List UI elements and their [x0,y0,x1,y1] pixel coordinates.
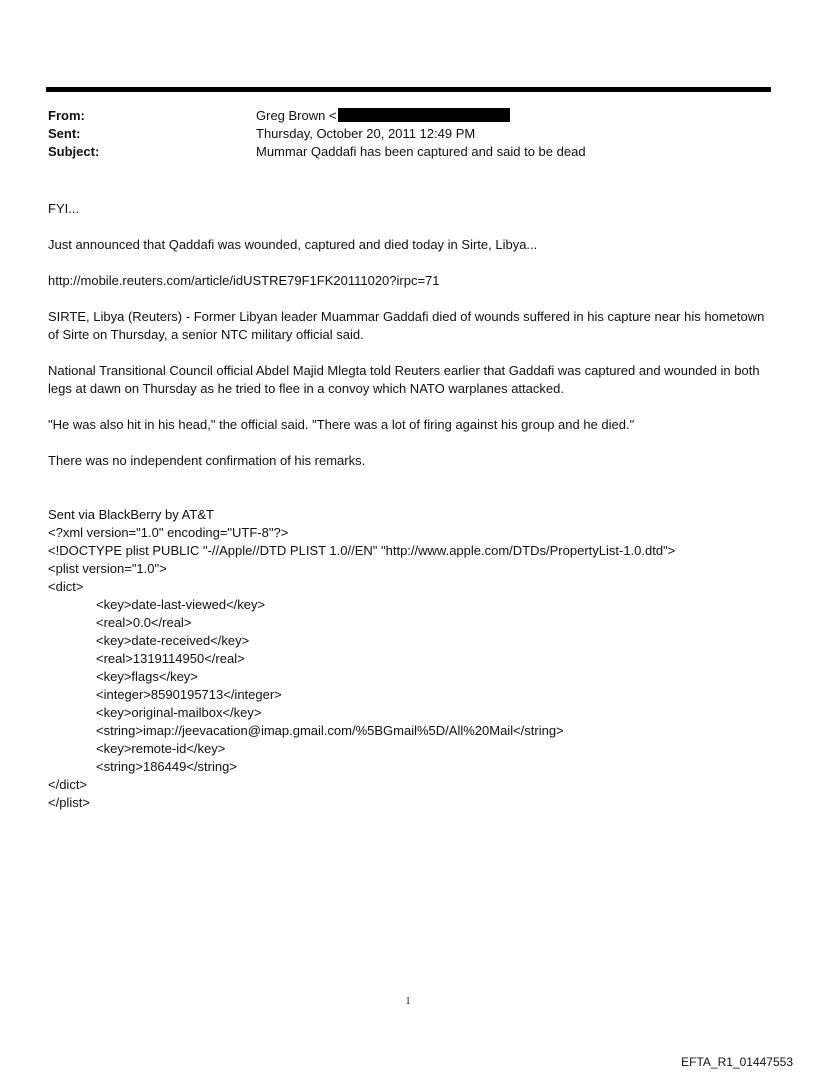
body-paragraph-confirmation: There was no independent confirmation of his remarks. [48,453,366,468]
from-name: Greg Brown < [256,108,337,123]
redaction-block [338,108,510,122]
plist-line: <string>imap://jeevacation@imap.gmail.com/%5BGmail%5D/All%20Mail</string> [96,723,564,738]
body-paragraph-fyi: FYI... [48,201,80,216]
subject-value: Mummar Qaddafi has been captured and said to be dead [256,144,586,159]
plist-block [48,506,773,812]
document-id: EFTA_R1_01447553 [681,1055,793,1069]
plist-line: <key>date-received</key> [96,633,250,648]
subject-label: Subject: [48,144,100,159]
plist-line: <string>186449</string> [96,759,237,774]
plist-line: <key>flags</key> [96,669,198,684]
body-paragraph-ntc: National Transitional Council official Abdel Majid Mlegta told Reuters earlier that Gaddafi was captured and wounded in both legs at dawn on Thursday as he tried to flee in a convoy which NATO warplanes attacked. [48,363,760,396]
plist-line: <key>remote-id</key> [96,741,226,756]
plist-line: <plist version="1.0"> [48,561,167,576]
plist-line: </dict> [48,777,88,792]
body-paragraph-quote: "He was also hit in his head," the official said. "There was a lot of firing against his group and he died." [48,417,635,432]
email-body [48,200,773,812]
plist-line: <key>original-mailbox</key> [96,705,262,720]
plist-line: <real>1319114950</real> [96,651,245,666]
body-paragraph-reuters: SIRTE, Libya (Reuters) - Former Libyan leader Muammar Gaddafi died of wounds suffered in his capture near his hometown of Sirte on Thursday, a senior NTC military official said. [48,309,765,342]
from-value [256,107,510,125]
sent-label: Sent: [48,126,81,141]
plist-line: </plist> [48,795,90,810]
body-paragraph-announcement: Just announced that Qaddafi was wounded, captured and died today in Sirte, Libya... [48,237,538,252]
signature: Sent via BlackBerry by AT&T [48,507,214,522]
page-number: 1 [405,996,411,1007]
plist-line: <!DOCTYPE plist PUBLIC "-//Apple//DTD PLIST 1.0//EN" "http://www.apple.com/DTDs/PropertyList-1.0.dtd"> [48,543,676,558]
plist-line: <dict> [48,579,84,594]
from-label: From: [48,108,85,123]
body-link: http://mobile.reuters.com/article/idUSTRE79F1FK20111020?irpc=71 [48,273,440,288]
plist-line: <?xml version="1.0" encoding="UTF-8"?> [48,525,289,540]
header-rule [46,87,771,92]
plist-line: <key>date-last-viewed</key> [96,597,266,612]
plist-line: <real>0.0</real> [96,615,192,630]
plist-line: <integer>8590195713</integer> [96,687,282,702]
sent-value: Thursday, October 20, 2011 12:49 PM [256,126,476,141]
